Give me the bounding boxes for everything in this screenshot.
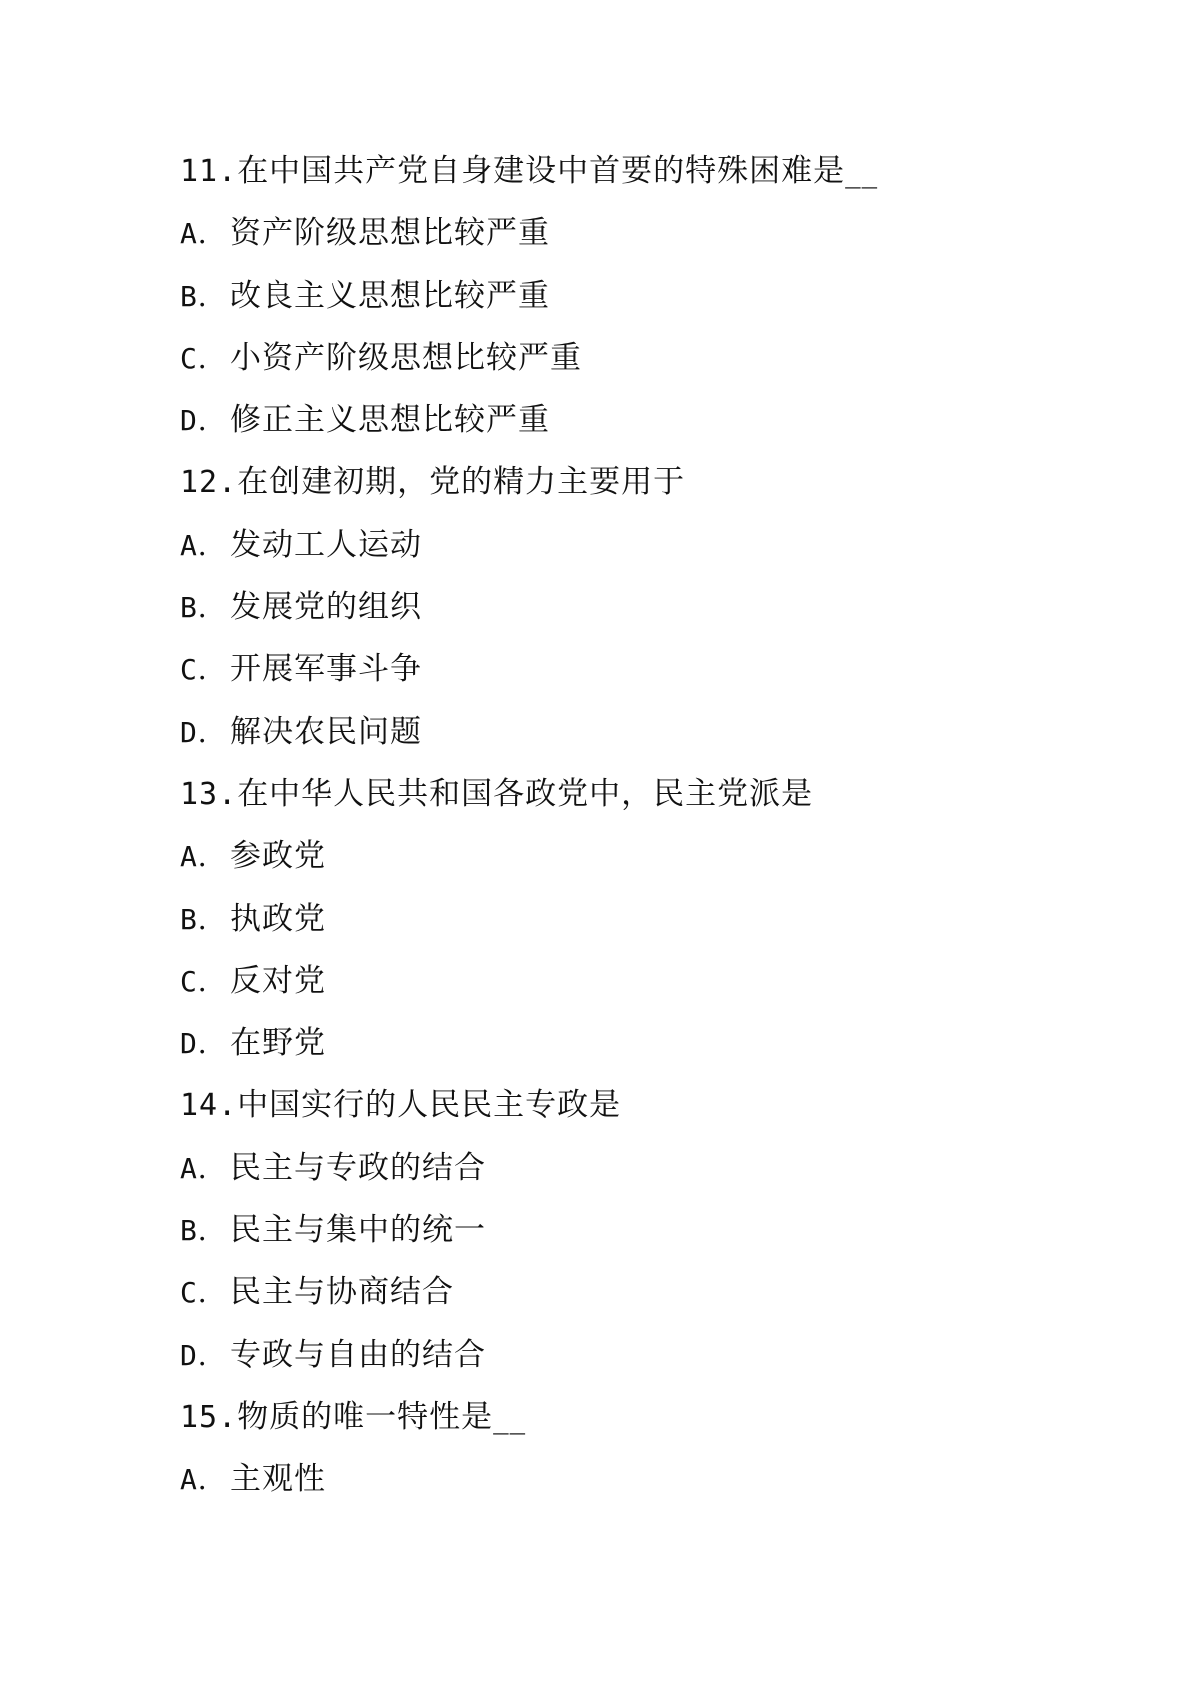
option-text: 民主与集中的统一 bbox=[230, 1212, 486, 1249]
question-13 bbox=[180, 763, 1140, 825]
option-letter: A． bbox=[180, 840, 227, 874]
option-letter: C． bbox=[180, 1276, 227, 1310]
question-12-option-b bbox=[180, 576, 1140, 638]
question-15-option-a bbox=[180, 1448, 1140, 1510]
option-letter: D． bbox=[180, 1338, 227, 1372]
question-11 bbox=[180, 140, 1140, 202]
question-12-option-a bbox=[180, 514, 1140, 576]
question-14-option-a bbox=[180, 1137, 1140, 1199]
option-text: 执政党 bbox=[230, 900, 326, 937]
question-11-option-d bbox=[180, 389, 1140, 451]
question-13-option-d bbox=[180, 1012, 1140, 1074]
option-text: 小资产阶级思想比较严重 bbox=[230, 339, 582, 376]
option-text: 解决农民问题 bbox=[230, 713, 422, 750]
question-14-option-c bbox=[180, 1261, 1140, 1323]
option-letter: B． bbox=[180, 1214, 227, 1248]
question-14 bbox=[180, 1074, 1140, 1136]
option-text: 主观性 bbox=[230, 1461, 326, 1498]
question-text: 物质的唯一特性是__ bbox=[237, 1398, 527, 1435]
question-number: 13. bbox=[180, 776, 238, 812]
option-text: 发动工人运动 bbox=[230, 526, 422, 563]
option-letter: D． bbox=[180, 715, 227, 749]
option-letter: D． bbox=[180, 404, 227, 438]
option-text: 修正主义思想比较严重 bbox=[230, 402, 550, 439]
option-letter: B． bbox=[180, 279, 227, 313]
option-text: 参政党 bbox=[230, 838, 326, 875]
option-text: 反对党 bbox=[230, 962, 326, 999]
question-text: 在创建初期，党的精力主要用于 bbox=[237, 464, 686, 501]
option-letter: C． bbox=[180, 653, 227, 687]
question-13-option-b bbox=[180, 888, 1140, 950]
option-letter: B． bbox=[180, 902, 227, 936]
question-14-option-b bbox=[180, 1199, 1140, 1261]
option-letter: B． bbox=[180, 591, 227, 625]
question-12-option-c bbox=[180, 638, 1140, 700]
question-number: 14. bbox=[180, 1088, 238, 1124]
option-letter: A． bbox=[180, 528, 227, 562]
option-letter: D． bbox=[180, 1027, 227, 1061]
question-text: 在中国共产党自身建设中首要的特殊困难是__ bbox=[237, 153, 879, 189]
option-text: 发展党的组织 bbox=[230, 589, 422, 626]
option-letter: C． bbox=[180, 964, 227, 998]
option-letter: A． bbox=[180, 1463, 227, 1497]
question-list bbox=[180, 140, 1140, 1511]
option-text: 专政与自由的结合 bbox=[230, 1336, 486, 1373]
question-15 bbox=[180, 1386, 1140, 1448]
question-11-option-c bbox=[180, 327, 1140, 389]
question-number: 15. bbox=[180, 1399, 238, 1435]
option-text: 改良主义思想比较严重 bbox=[230, 277, 550, 314]
option-letter: C． bbox=[180, 341, 227, 375]
question-number: 12. bbox=[180, 465, 238, 501]
question-14-option-d bbox=[180, 1324, 1140, 1386]
option-text: 在野党 bbox=[230, 1025, 326, 1062]
option-letter: A． bbox=[180, 217, 227, 251]
question-12 bbox=[180, 451, 1140, 513]
question-13-option-c bbox=[180, 950, 1140, 1012]
question-11-option-b bbox=[180, 265, 1140, 327]
option-letter: A． bbox=[180, 1151, 227, 1185]
question-text: 中国实行的人民民主专政是 bbox=[237, 1087, 622, 1124]
option-text: 资产阶级思想比较严重 bbox=[230, 215, 550, 252]
option-text: 民主与专政的结合 bbox=[230, 1149, 486, 1186]
option-text: 开展军事斗争 bbox=[230, 651, 422, 688]
question-11-option-a bbox=[180, 202, 1140, 264]
question-number: 11. bbox=[180, 154, 238, 189]
question-13-option-a bbox=[180, 825, 1140, 887]
question-text: 在中华人民共和国各政党中，民主党派是 bbox=[237, 775, 814, 812]
question-12-option-d bbox=[180, 701, 1140, 763]
option-text: 民主与协商结合 bbox=[230, 1274, 454, 1311]
